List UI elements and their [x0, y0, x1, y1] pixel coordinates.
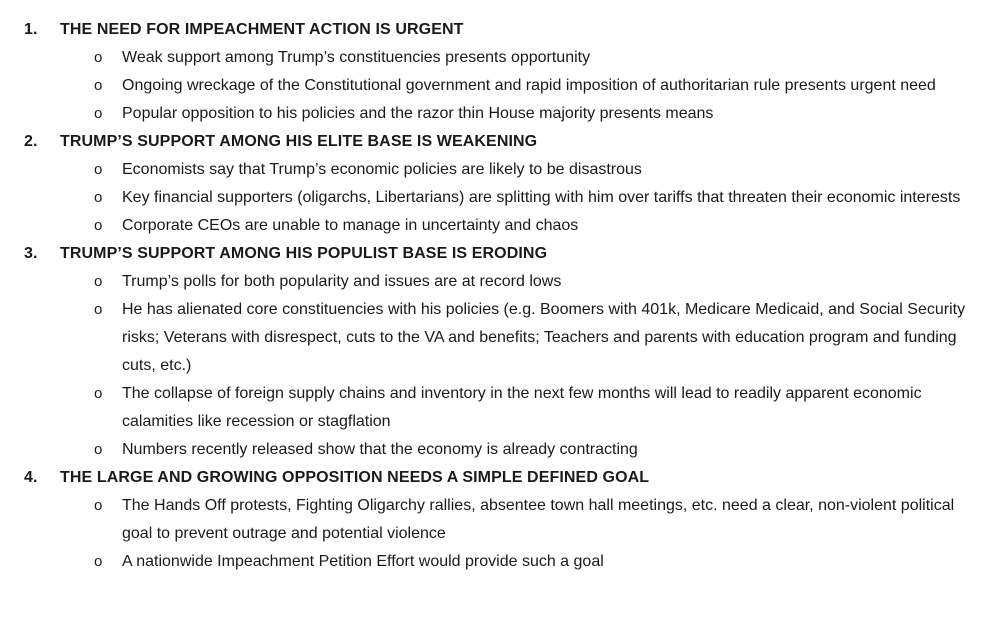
- list-item: [0, 72, 1000, 100]
- list-item-text: Popular opposition to his policies and the razor thin House majority presents means: [122, 105, 714, 122]
- bullet-marker: o: [94, 77, 103, 94]
- list-item: [0, 436, 1000, 464]
- section-title: TRUMP’S SUPPORT AMONG HIS POPULIST BASE IS ERODING: [60, 245, 548, 262]
- section-4: [0, 464, 1000, 576]
- bullet-marker: o: [94, 49, 103, 66]
- section-1: [0, 16, 1000, 128]
- bullet-marker: o: [94, 273, 103, 290]
- list-item-text: A nationwide Impeachment Petition Effort would provide such a goal: [122, 553, 604, 570]
- list-item-text: The collapse of foreign supply chains and inventory in the next few months will lead to readily apparent economic calamities like recession or stagflation: [122, 385, 922, 430]
- bullet-marker: o: [94, 553, 103, 570]
- bullet-list: [0, 156, 1000, 240]
- list-item: [0, 212, 1000, 240]
- list-item-text: Trump’s polls for both popularity and issues are at record lows: [122, 273, 562, 290]
- bullet-marker: o: [94, 161, 103, 178]
- list-item: [0, 100, 1000, 128]
- list-item-text: Key financial supporters (oligarchs, Libertarians) are splitting with him over tariffs that threaten their economic interests: [122, 189, 961, 206]
- bullet-list: [0, 492, 1000, 576]
- bullet-list: [0, 268, 1000, 464]
- list-item: [0, 268, 1000, 296]
- list-item: [0, 548, 1000, 576]
- list-item-text: Numbers recently released show that the economy is already contracting: [122, 441, 638, 458]
- list-item-text: The Hands Off protests, Fighting Oligarchy rallies, absentee town hall meetings, etc. need a clear, non-violent political goal to prevent outrage and potential violence: [122, 497, 955, 542]
- list-item-text: Ongoing wreckage of the Constitutional government and rapid imposition of authoritarian rule presents urgent need: [122, 77, 936, 94]
- section-heading: [0, 16, 1000, 44]
- bullet-marker: o: [94, 441, 103, 458]
- section-3: [0, 240, 1000, 464]
- list-item: [0, 156, 1000, 184]
- list-item: [0, 380, 1000, 436]
- section-title: THE NEED FOR IMPEACHMENT ACTION IS URGENT: [60, 21, 464, 38]
- bullet-marker: o: [94, 217, 103, 234]
- bullet-marker: o: [94, 497, 103, 514]
- list-item-text: Economists say that Trump’s economic policies are likely to be disastrous: [122, 161, 642, 178]
- list-item: [0, 184, 1000, 212]
- section-heading: [0, 240, 1000, 268]
- section-2: [0, 128, 1000, 240]
- section-heading: [0, 464, 1000, 492]
- section-number: 4.: [24, 469, 38, 486]
- bullet-marker: o: [94, 301, 103, 318]
- list-item: [0, 44, 1000, 72]
- list-item-text: Weak support among Trump’s constituencies presents opportunity: [122, 49, 591, 66]
- section-number: 2.: [24, 133, 38, 150]
- bullet-list: [0, 44, 1000, 128]
- section-heading: [0, 128, 1000, 156]
- section-title: TRUMP’S SUPPORT AMONG HIS ELITE BASE IS WEAKENING: [60, 133, 538, 150]
- bullet-marker: o: [94, 105, 103, 122]
- section-number: 1.: [24, 21, 38, 38]
- bullet-marker: o: [94, 385, 103, 402]
- list-item: [0, 296, 1000, 380]
- list-item-text: He has alienated core constituencies with his policies (e.g. Boomers with 401k, Medicare Medicaid, and Social Security risks; Veterans with disrespect, cuts to the VA and benefits; Teachers and parents with education program and funding cuts, etc.): [122, 301, 966, 374]
- section-title: THE LARGE AND GROWING OPPOSITION NEEDS A SIMPLE DEFINED GOAL: [60, 469, 650, 486]
- list-item: [0, 492, 1000, 548]
- section-number: 3.: [24, 245, 38, 262]
- bullet-marker: o: [94, 189, 103, 206]
- list-item-text: Corporate CEOs are unable to manage in uncertainty and chaos: [122, 217, 579, 234]
